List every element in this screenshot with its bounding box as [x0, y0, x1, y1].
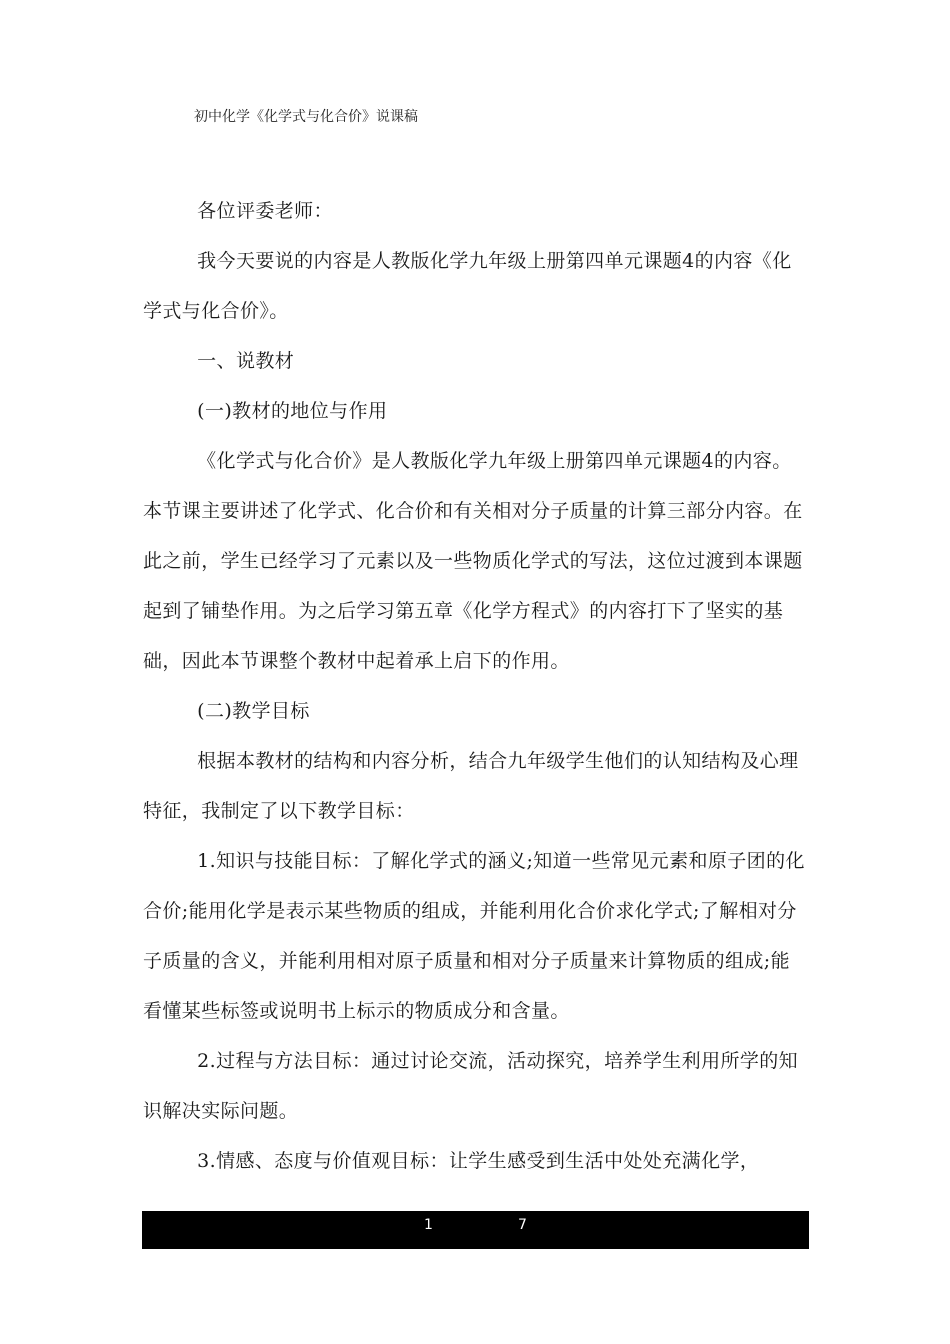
page-footer-bar [142, 1211, 809, 1249]
paragraph-goal-process: 2.过程与方法目标：通过讨论交流，活动探究，培养学生利用所学的知识解决实际问题。 [143, 1050, 799, 1122]
paragraph-goal-knowledge: 1.知识与技能目标：了解化学式的涵义;知道一些常见元素和原子团的化合价;能用化学是表示某些物质的组成，并能利用化合价求化学式;了解相对分子质量的含义，并能利用相对原子质量和相对分子质量来计算物质的组成;能看懂某些标签或说明书上标示的物质成分和含量。 [143, 850, 805, 1022]
section-heading-textbook: 一、说教材 [197, 350, 295, 372]
document-header-title: 初中化学《化学式与化合价》说课稿 [194, 109, 418, 125]
paragraph-greeting: 各位评委老师： [197, 200, 333, 222]
paragraph-role: 《化学式与化合价》是人教版化学九年级上册第四单元课题4的内容。本节课主要讲述了化学式、化合价和有关相对分子质量的计算三部分内容。在此之前，学生已经学习了元素以及一些物质化学式的写法，这位过渡到本课题起到了铺垫作用。为之后学习第五章《化学方程式》的内容打下了坚实的基础，因此本节课整个教材中起着承上启下的作用。 [143, 450, 803, 672]
subsection-heading-goals: (二)教学目标 [197, 700, 310, 722]
document-body [143, 186, 807, 1186]
paragraph-goal-emotion: 3.情感、态度与价值观目标：让学生感受到生活中处处充满化学， [197, 1150, 760, 1172]
page-number-current: 1 [424, 1217, 433, 1233]
paragraph-goals-intro: 根据本教材的结构和内容分析，结合九年级学生他们的认知结构及心理特征，我制定了以下教学目标： [143, 750, 799, 822]
page-number-total: 7 [518, 1217, 527, 1233]
paragraph-intro: 我今天要说的内容是人教版化学九年级上册第四单元课题4的内容《化学式与化合价》。 [143, 250, 792, 322]
subsection-heading-role: (一)教材的地位与作用 [197, 400, 388, 422]
